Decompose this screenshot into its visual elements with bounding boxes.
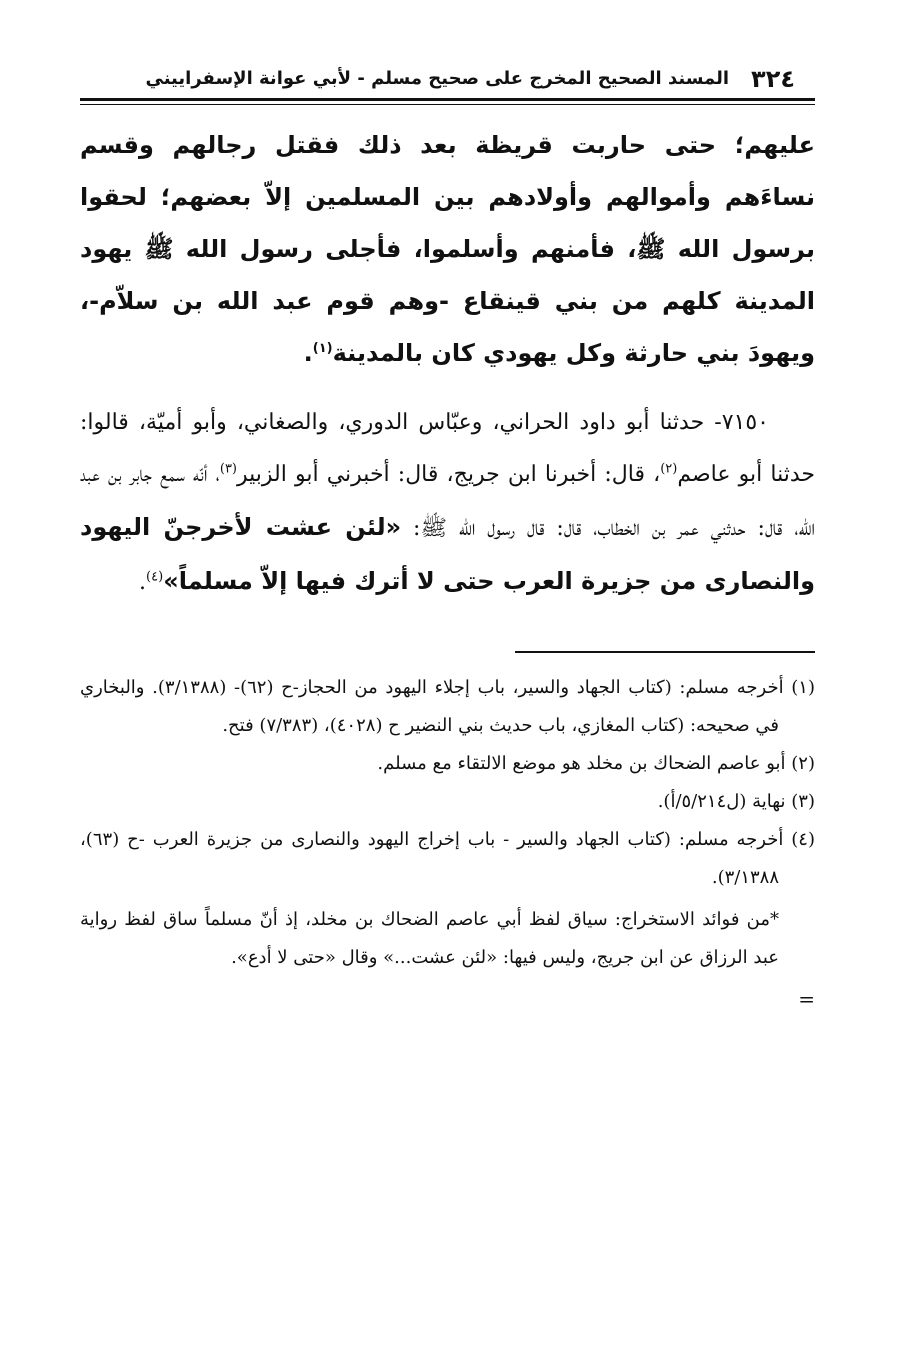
continuation-text: عليهم؛ حتى حاربت قريظة بعد ذلك فقتل رجالهم وقسم نساءَهم وأموالهم وأولادهم بين المسلمين إلاّ بعضهم؛ لحقوا برسول الله ﷺ، فأمنهم وأسلموا، فأجلى رسول الله ﷺ يهود المدينة كلهم من بني قينقاع -وهم قوم عبد الله بن سلاّم-، ويهودَ بني حارثة وكل يهودي كان بالمدينة	[80, 131, 815, 367]
hadith-matn: «لئن عشت لأخرجنّ اليهود والنصارى من جزيرة العرب حتى لا أترك فيها إلاّ مسلماً»	[80, 513, 815, 595]
footnotes	[80, 669, 815, 977]
istikhraj-note: *من فوائد الاستخراج: سياق لفظ أبي عاصم الضحاك بن مخلد، إذ أنّ مسلماً ساق لفظ رواية عبد الرزاق عن ابن جريج، وليس فيها: «لئن عشت...» وقال «حتى لا أدع».	[80, 909, 779, 968]
footnote-ref-3[interactable]: (٣)	[219, 461, 237, 477]
footnote-separator	[515, 651, 815, 653]
footnote-ref-4[interactable]: (٤)	[146, 569, 164, 585]
footnote-3: (٣) نهاية (ل٥/٢١٤/أ).	[657, 791, 815, 812]
hadith-isnad-2: ، قال: أخبرنا ابن جريج، قال: أخبرني أبو الزبير	[237, 462, 661, 487]
footnote-4: (٤) أخرجه مسلم: (كتاب الجهاد والسير - باب إخراج اليهود والنصارى من جزيرة العرب -ح (٦٣)، ٣/١٣٨٨).	[80, 829, 815, 888]
continuation-mark: =	[798, 987, 815, 1011]
footnote-2: (٢) أبو عاصم الضحاك بن مخلد هو موضع الالتقاء مع مسلم.	[377, 753, 815, 774]
footnote-1: (١) أخرجه مسلم: (كتاب الجهاد والسير، باب إجلاء اليهود من الحجاز-ح (٦٢)- (٣/١٣٨٨). والبخاري في صحيحه: (كتاب المغازي، باب حديث بني النضير ح (٤٠٢٨)، (٧/٣٨٣) فتح.	[80, 677, 815, 736]
hadith-isnad-3: ، أنّه سمع جابر بن عبد الله، قال: حدثني عمر بن الخطاب، قال: قال رسول الله ﷺ:	[80, 462, 816, 541]
footnote-ref-2[interactable]: (٢)	[660, 461, 678, 477]
sentence-end: .	[303, 339, 313, 367]
hadith-isnad-1: ٧١٥٠- حدثنا أبو داود الحراني، وعبّاس الدوري، والصغاني، وأبو أميّة، قالوا: حدثنا أبو عاصم	[80, 410, 815, 487]
page-number: ٣٢٤	[751, 65, 795, 93]
book-page	[80, 60, 815, 1320]
hadith-end: .	[139, 570, 147, 595]
continuation-paragraph	[80, 119, 815, 379]
running-header	[80, 60, 815, 94]
hadith-paragraph	[80, 397, 815, 609]
running-title: المسند الصحيح المخرج على صحيح مسلم - لأبي عوانة الإسفراييني	[145, 68, 730, 89]
header-rule	[80, 98, 815, 105]
footnote-ref-1[interactable]: (١)	[312, 341, 333, 356]
